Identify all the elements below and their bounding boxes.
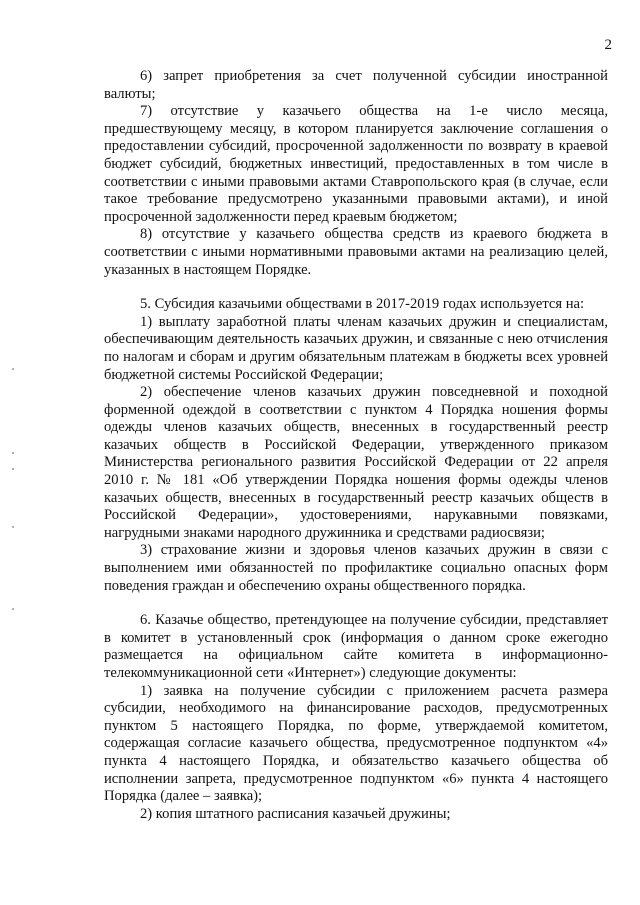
section-6-item-1: 1) заявка на получение субсидии с приложением расчета размера субсидии, необходимого на финансирование расходов, предусмотренных пунктом 5 настоящего Порядка, по форме, утверждаемой комитетом, содержащая согласие казачьего общества, предусмотренное подпунктом «4» пункта 4 настоящего Порядка, и обязательство казачьего общества об исполнении запрета, предусмотренное подпунктом «6» пункта 4 настоящего Порядка (далее – заявка);: [104, 682, 608, 805]
section-5-heading: 5. Субсидия казачьими обществами в 2017-2019 годах используется на:: [140, 296, 585, 313]
section-5-item-2: 2) обеспечение членов казачьих дружин повседневной и походной форменной одеждой в соответствии с пунктом 4 Порядка ношения формы одежды членов казачьих обществ, внесенных в государственный реестр казачьих обществ в Российской Федерации, утвержденного приказом Министерства регионального развития Российской Федерации от 22 апреля 2010 г. № 181 «Об утверждении Порядка ношения формы одежды членов казачьих обществ, внесенных в государственный реестр казачьих обществ в Российской Федерации», удостоверениями, нарукавными повязками, нагрудными знаками народного дружинника и средствами радиосвязи;: [104, 384, 608, 541]
paragraph-item-8: 8) отсутствие у казачьего общества средств из краевого бюджета в соответствии с иными нормативными правовыми актами на реализацию целей, указанных в настоящем Порядке.: [104, 226, 608, 278]
paragraph-gap: [104, 595, 608, 612]
scan-speck: [12, 526, 14, 528]
scan-speck: [12, 608, 14, 610]
scan-speck: [12, 452, 14, 454]
scan-speck: [12, 368, 14, 370]
paragraph-gap: [104, 279, 608, 296]
paragraph-item-7: 7) отсутствие у казачьего общества на 1-е число месяца, предшествующему месяцу, в котором планируется заключение соглашения о предоставлении субсидий, просроченной задолженности по возврату в краевой бюджет субсидий, бюджетных инвестиций, предоставленных в том числе в соответствии с иными правовыми актами Ставропольского края (в случае, если такое требование предусмотрено указанными правовыми актами), и иной просроченной задолженности перед краевым бюджетом;: [104, 103, 608, 225]
document-body: [104, 68, 608, 823]
page-number: 2: [604, 37, 612, 53]
paragraph-item-6: 6) запрет приобретения за счет полученной субсидии иностранной валюты;: [104, 68, 608, 102]
section-5-item-3: 3) страхование жизни и здоровья членов казачьих дружин в связи с выполнением ими обязанностей по профилактике социально опасных форм поведения граждан и обеспечению охраны общественного порядка.: [104, 542, 608, 594]
section-5-item-1: 1) выплату заработной платы членам казачьих дружин и специалистам, обеспечивающим деятельность казачьих дружин, и связанные с нею отчисления по налогам и сборам и другим обязательным платежам в бюджеты всех уровней бюджетной системы Российской Федерации;: [104, 313, 608, 383]
section-6-item-2: 2) копия штатного расписания казачьей дружины;: [140, 805, 451, 822]
section-6-heading: 6. Казачье общество, претендующее на получение субсидии, представляет в комитет в установленный срок (информация о данном сроке ежегодно размещается на официальном сайте комитета в информационно-телекоммуникационной сети «Интернет») следующие документы:: [104, 612, 608, 681]
scan-speck: [12, 468, 14, 470]
